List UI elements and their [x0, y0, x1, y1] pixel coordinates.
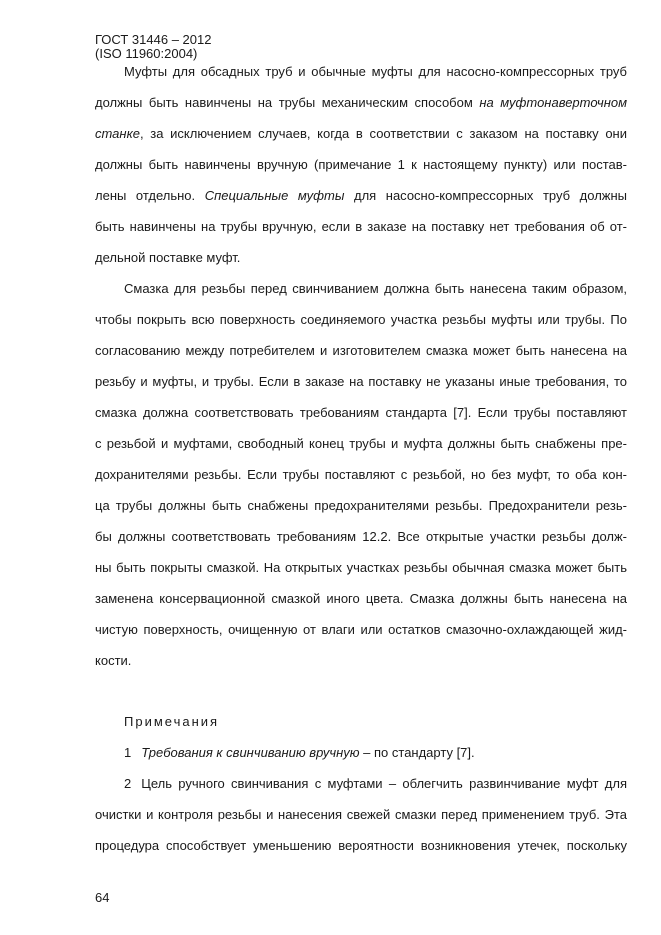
paragraph2-line: чистую поверхность, очищенную от влаги или остатков смазочно-охлаждающей жид-	[95, 622, 627, 637]
paragraph1-line3: станке, за исключением случаев, когда в соответствии с заказом на поставку они	[95, 126, 627, 141]
paragraph2-line: смазка должна соответствовать требованиям стандарта [7]. Если трубы поставляют	[95, 405, 627, 420]
note-1: 1 Требования к свинчиванию вручную – по стандарту [7].	[124, 745, 475, 760]
paragraph2-line: кости.	[95, 653, 132, 668]
paragraph2-line: Смазка для резьбы перед свинчиванием должна быть нанесена таким образом,	[124, 281, 627, 296]
paragraph1-line5: лены отдельно. Специальные муфты для насосно-компрессорных труб должны	[95, 188, 628, 203]
paragraph2-line: с резьбой и муфтами, свободный конец трубы и муфта должны быть снабжены пре-	[95, 436, 627, 451]
paragraph2-line: резьбу и муфты, и трубы. Если в заказе на поставку не указаны иные требования, то	[95, 374, 627, 389]
paragraph1-line7: дельной поставке муфт.	[95, 250, 241, 265]
paragraph2-line: дохранителями резьбы. Если трубы поставляют с резьбой, но без муфт, то оба кон-	[95, 467, 627, 482]
note-1-number: 1	[124, 745, 132, 760]
note-2-line3: процедура способствует уменьшению вероятности возникновения утечек, поскольку	[95, 838, 627, 853]
page-number: 64	[95, 890, 110, 905]
note-2-number: 2	[124, 776, 132, 791]
paragraph1-line6: быть навинчены на трубы вручную, если в заказе на поставку нет требования об от-	[95, 219, 627, 234]
note-2-line1: 2 Цель ручного свинчивания с муфтами – облегчить развинчивание муфт для	[124, 776, 627, 791]
paragraph2-line: ца трубы должны быть снабжены предохранителями резьбы. Предохранители резь-	[95, 498, 627, 513]
paragraph2-line: ны быть покрыты смазкой. На открытых участках резьбы обычная смазка может быть	[95, 560, 627, 575]
paragraph2-line: согласованию между потребителем и изготовителем смазка может быть нанесена на	[95, 343, 627, 358]
note-2-line2: очистки и контроля резьбы и нанесения свежей смазки перед применением труб. Эта	[95, 807, 627, 822]
paragraph1-line1: Муфты для обсадных труб и обычные муфты для насосно-компрессорных труб	[124, 64, 627, 79]
notes-title: Примечания	[124, 714, 220, 729]
paragraph2-line: бы должны соответствовать требованиям 12.2. Все открытые участки резьбы долж-	[95, 529, 627, 544]
standard-number: ГОСТ 31446 – 2012	[95, 32, 212, 47]
paragraph1-line2: должны быть навинчены на трубы механическим способом на муфтонаверточном	[95, 95, 628, 110]
iso-reference: (ISO 11960:2004)	[95, 46, 198, 61]
paragraph1-line4: должны быть навинчены вручную (примечание 1 к настоящему пункту) или постав-	[95, 157, 627, 172]
paragraph2-line: чтобы покрыть всю поверхность соединяемого участка резьбы муфты или трубы. По	[95, 312, 627, 327]
paragraph2-line: заменена консервационной смазкой иного цвета. Смазка должны быть нанесена на	[95, 591, 627, 606]
